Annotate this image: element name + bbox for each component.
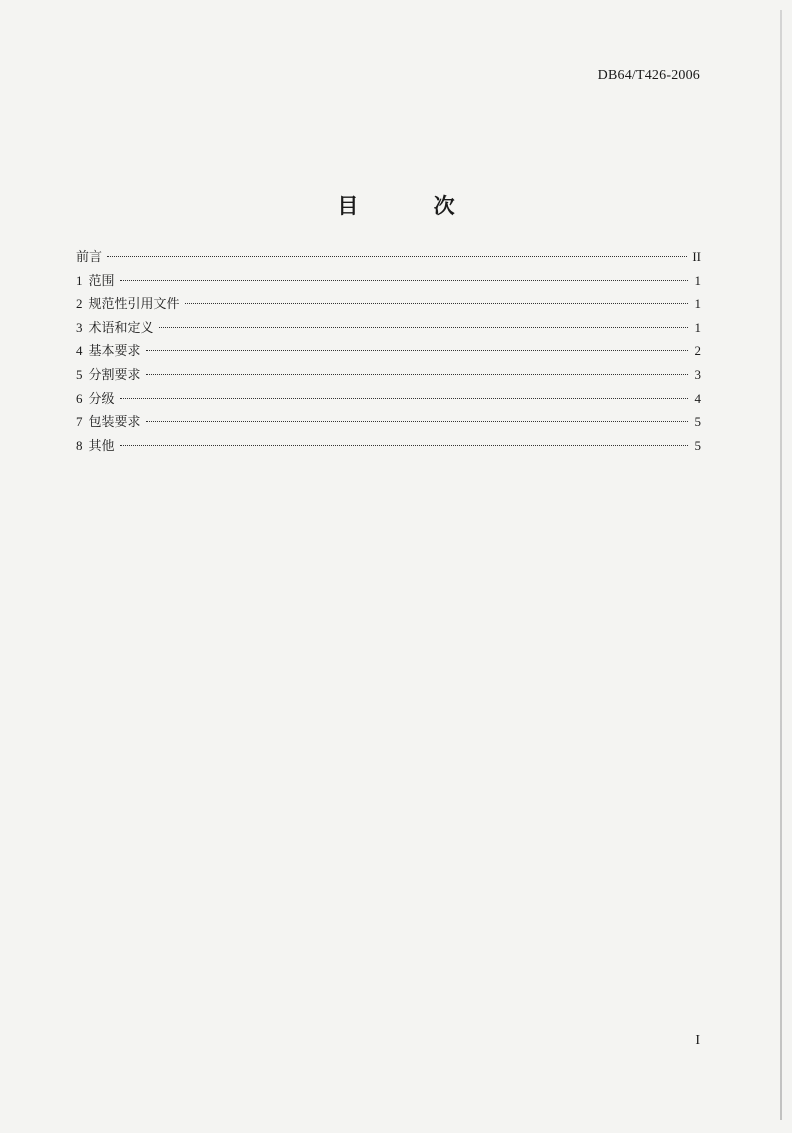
toc-entry-page: 3: [694, 366, 701, 382]
toc-entry-number: 3: [76, 319, 83, 335]
toc-entry-1[interactable]: [76, 270, 701, 294]
toc-entry-7[interactable]: [76, 411, 701, 435]
toc-entry-label: 前言: [76, 250, 103, 265]
toc-entry-4[interactable]: [76, 340, 701, 364]
toc-entry-label: 分级: [88, 391, 115, 407]
toc-entry-page: 4: [694, 390, 701, 406]
toc-entry-2[interactable]: [76, 293, 701, 317]
toc-entry-5[interactable]: [76, 364, 701, 388]
toc-entry-label: 基本要求: [88, 344, 141, 360]
page-edge-shadow: [780, 10, 782, 1120]
toc-entry-label: 规范性引用文件: [88, 297, 180, 313]
toc-entry-6[interactable]: [76, 388, 701, 412]
toc-entry-label: 其他: [88, 438, 115, 454]
toc-entry-page: 5: [694, 437, 701, 453]
toc-entry-3[interactable]: [76, 317, 701, 341]
toc-entry-number: 1: [76, 272, 83, 288]
toc-entry-number: 6: [76, 390, 83, 406]
toc-entry-number: 4: [76, 343, 83, 359]
toc-entry-page: II: [692, 249, 701, 264]
toc-entry-label: 术语和定义: [88, 320, 154, 336]
toc-entry-label: 包装要求: [88, 415, 141, 431]
toc-entry-label: 范围: [88, 273, 115, 289]
toc-entry-label: 分割要求: [88, 367, 141, 383]
table-of-contents: [76, 246, 701, 458]
toc-entry-page: 1: [694, 296, 701, 312]
toc-entry-8[interactable]: [76, 435, 701, 459]
toc-entry-page: 5: [694, 414, 701, 430]
toc-leader-dots: [120, 444, 688, 446]
toc-leader-dots: [146, 349, 688, 351]
toc-leader-dots: [120, 397, 688, 399]
page-title: 目 次: [337, 194, 489, 218]
toc-entry-number: 5: [76, 366, 83, 382]
toc-leader-dots: [159, 326, 688, 328]
toc-leader-dots: [146, 420, 688, 422]
toc-entry-page: 1: [694, 319, 701, 335]
toc-leader-dots: [146, 373, 688, 375]
toc-entry-number: 8: [76, 437, 83, 453]
toc-leader-dots: [185, 302, 688, 304]
toc-leader-dots: [120, 279, 688, 281]
toc-entry-page: 2: [694, 343, 701, 359]
toc-entry-number: 7: [76, 414, 83, 430]
toc-entry-page: 1: [694, 272, 701, 288]
toc-entry-preface[interactable]: [76, 246, 701, 270]
standard-code: DB64/T426-2006: [597, 68, 700, 83]
page-number: I: [695, 1033, 700, 1048]
toc-leader-dots: [107, 255, 687, 257]
toc-entry-number: 2: [76, 296, 83, 312]
